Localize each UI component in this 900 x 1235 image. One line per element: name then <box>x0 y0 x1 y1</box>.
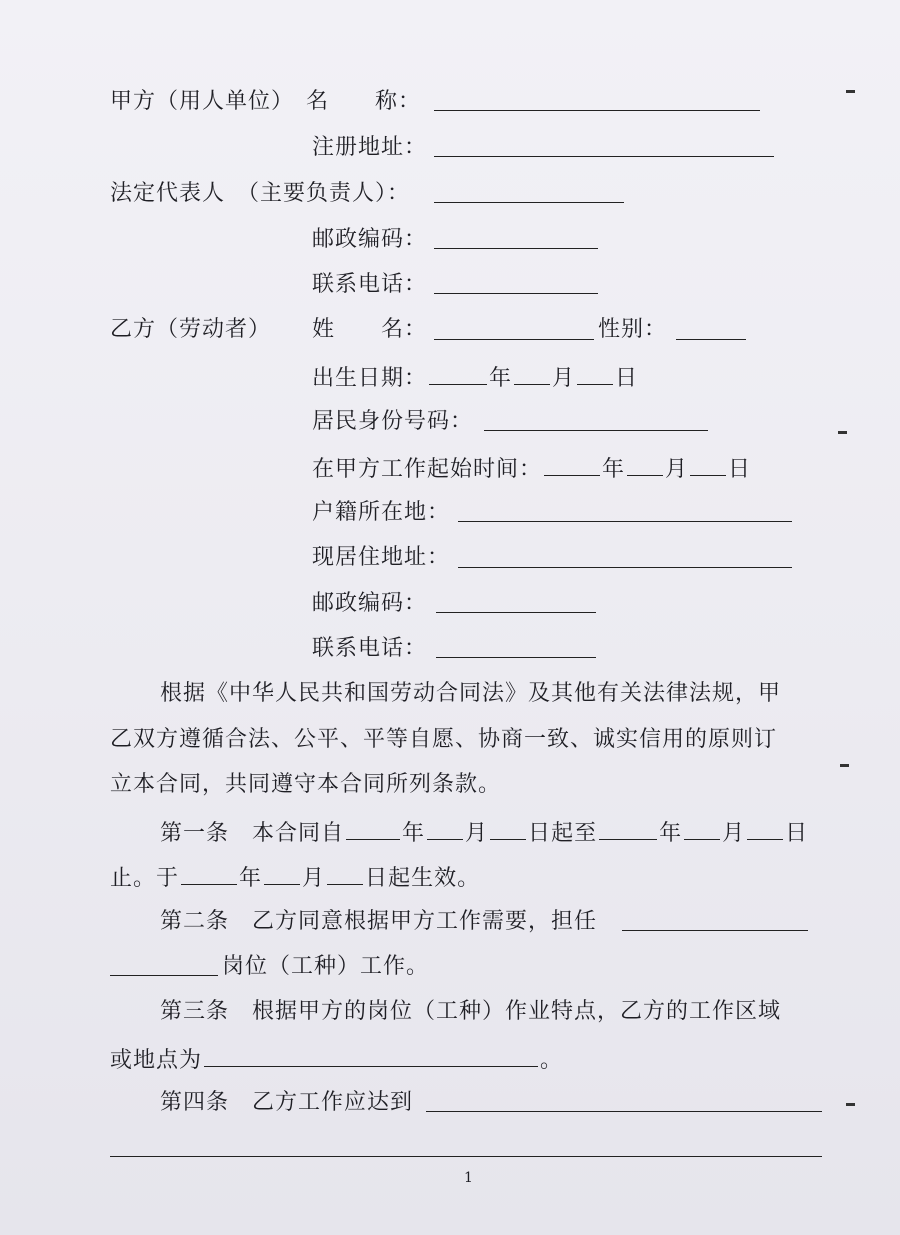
contract-start-month-field[interactable] <box>427 817 463 840</box>
party-b-id-field[interactable] <box>484 430 708 431</box>
article-3-line-2 <box>110 1044 563 1075</box>
party-b-postcode-field[interactable] <box>436 612 596 613</box>
party-b-postcode-label: 邮政编码： <box>312 591 428 616</box>
job-position-field[interactable] <box>622 930 808 931</box>
contract-end-day-field[interactable] <box>747 817 783 840</box>
page-number: 1 <box>464 1170 473 1186</box>
work-standard-field-continued[interactable] <box>110 1156 822 1157</box>
contract-end-month-field[interactable] <box>684 817 720 840</box>
article-1-effective-suffix: 起生效。 <box>388 866 481 891</box>
birth-month-field[interactable] <box>514 362 550 385</box>
party-b-label: 乙方（劳动者） <box>110 317 272 342</box>
party-b-phone-field[interactable] <box>436 657 596 658</box>
party-a-address-label: 注册地址： <box>312 135 428 160</box>
margin-mark <box>846 90 855 93</box>
party-b-hukou-label: 户籍所在地： <box>312 500 451 525</box>
effective-month-field[interactable] <box>264 862 300 885</box>
year-unit: 年 <box>402 821 426 846</box>
effective-day-field[interactable] <box>327 862 363 885</box>
party-b-name-field[interactable] <box>434 339 594 340</box>
day-unit: 日 <box>528 821 552 846</box>
birth-year-field[interactable] <box>429 362 487 385</box>
day-unit: 日 <box>365 866 389 891</box>
year-unit: 年 <box>659 821 683 846</box>
preamble-line-3: 立本合同，共同遵守本合同所列条款。 <box>110 772 502 797</box>
contract-start-year-field[interactable] <box>346 817 400 840</box>
article-3-suffix: 。 <box>540 1048 564 1073</box>
party-b-residence-field[interactable] <box>458 567 792 568</box>
day-unit: 日 <box>615 366 639 391</box>
article-4-line-1: 第四条 乙方工作应达到 <box>160 1090 414 1115</box>
party-a-phone-field[interactable] <box>434 293 598 294</box>
party-a-rep-label: 法定代表人 （主要负责人）： <box>110 181 411 206</box>
party-b-hukou-field[interactable] <box>458 521 792 522</box>
party-b-phone-label: 联系电话： <box>312 636 428 661</box>
work-location-field[interactable] <box>204 1044 538 1067</box>
party-a-name-label: 名 称： <box>306 89 422 114</box>
party-a-phone-label: 联系电话： <box>312 272 428 297</box>
effective-year-field[interactable] <box>181 862 237 885</box>
party-a-postcode-field[interactable] <box>434 248 598 249</box>
day-unit: 日 <box>728 457 752 482</box>
party-b-birth-label: 出生日期： <box>312 366 428 391</box>
birth-day-field[interactable] <box>577 362 613 385</box>
start-day-field[interactable] <box>690 453 726 476</box>
party-a-address-field[interactable] <box>434 156 774 157</box>
start-year-field[interactable] <box>544 453 600 476</box>
party-a-row <box>110 88 421 116</box>
article-1-effective-prefix: 止。于 <box>110 866 180 891</box>
party-b-start-row <box>312 453 751 484</box>
day-unit: 日 <box>785 821 809 846</box>
month-unit: 月 <box>465 821 489 846</box>
article-2-line-2: 岗位（工种）工作。 <box>222 954 430 979</box>
party-b-id-label: 居民身份号码： <box>312 409 474 434</box>
start-month-field[interactable] <box>627 453 663 476</box>
party-a-postcode-label: 邮政编码： <box>312 227 428 252</box>
month-unit: 月 <box>665 457 689 482</box>
article-1-line-2 <box>110 862 480 893</box>
party-a-label: 甲方（用人单位） <box>110 89 295 114</box>
party-b-name-label: 姓 名： <box>312 317 428 342</box>
month-unit: 月 <box>552 366 576 391</box>
preamble-line-2: 乙双方遵循合法、公平、平等自愿、协商一致、诚实信用的原则订 <box>110 727 778 752</box>
article-3-line-1: 第三条 根据甲方的岗位（工种）作业特点，乙方的工作区域 <box>160 999 782 1024</box>
year-unit: 年 <box>489 366 513 391</box>
article-1-mid: 起至 <box>551 821 598 846</box>
article-1-head: 第一条 本合同自 <box>160 821 345 846</box>
contract-start-day-field[interactable] <box>490 817 526 840</box>
preamble-line-1: 根据《中华人民共和国劳动合同法》及其他有关法律法规，甲 <box>160 681 782 706</box>
party-a-name-field[interactable] <box>434 110 760 111</box>
year-unit: 年 <box>602 457 626 482</box>
party-b-gender-label: 性别： <box>598 317 668 342</box>
month-unit: 月 <box>722 821 746 846</box>
margin-mark <box>838 431 847 434</box>
margin-mark <box>846 1103 855 1106</box>
party-b-start-label: 在甲方工作起始时间： <box>312 457 543 482</box>
party-b-residence-label: 现居住地址： <box>312 545 451 570</box>
article-3-prefix: 或地点为 <box>110 1048 203 1073</box>
work-standard-field[interactable] <box>426 1111 822 1112</box>
party-b-birth-row <box>312 362 638 393</box>
article-2-line-1: 第二条 乙方同意根据甲方工作需要，担任 <box>160 909 598 934</box>
party-b-gender-field[interactable] <box>676 339 746 340</box>
article-1-line-1 <box>160 817 808 848</box>
year-unit: 年 <box>239 866 263 891</box>
margin-mark <box>840 764 849 767</box>
month-unit: 月 <box>302 866 326 891</box>
job-position-field-continued[interactable] <box>110 975 218 976</box>
party-a-rep-field[interactable] <box>434 202 624 203</box>
contract-end-year-field[interactable] <box>599 817 657 840</box>
